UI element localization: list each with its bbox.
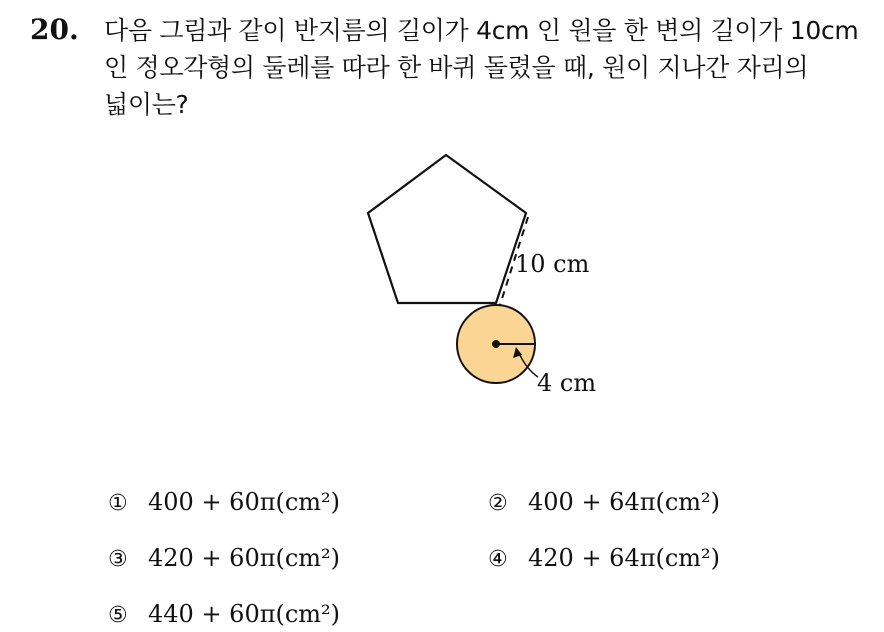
choice-number: ④ (488, 547, 508, 572)
choice-value: 400 + 60π(cm²) (148, 488, 341, 516)
choice-5[interactable] (108, 598, 340, 632)
choice-value: 400 + 64π(cm²) (528, 488, 721, 516)
choice-number: ③ (108, 547, 128, 572)
choice-1[interactable] (108, 486, 340, 520)
question-text (104, 12, 874, 123)
choice-value: 440 + 60π(cm²) (148, 600, 341, 628)
choice-2[interactable] (488, 486, 720, 520)
side-length-label: 10 cm (515, 250, 590, 278)
question-line: 넓이는? (104, 90, 189, 119)
choice-4[interactable] (488, 542, 720, 576)
choice-value: 420 + 64π(cm²) (528, 544, 721, 572)
choice-number: ⑤ (108, 603, 128, 628)
radius-length-label: 4 cm (537, 369, 597, 397)
regular-pentagon (368, 155, 526, 303)
choice-3[interactable] (108, 542, 340, 576)
question-line: 인 정오각형의 둘레를 따라 한 바퀴 돌렸을 때, 원이 지나간 자리의 (104, 53, 809, 82)
question-line: 다음 그림과 같이 반지름의 길이가 4cm 인 원을 한 변의 길이가 10cm (104, 16, 859, 45)
question-number: 20. (30, 13, 79, 46)
choice-number: ② (488, 491, 508, 516)
choice-number: ① (108, 491, 128, 516)
pentagon-circle-figure (350, 145, 630, 410)
choice-value: 420 + 60π(cm²) (148, 544, 341, 572)
figure-svg (350, 145, 630, 410)
